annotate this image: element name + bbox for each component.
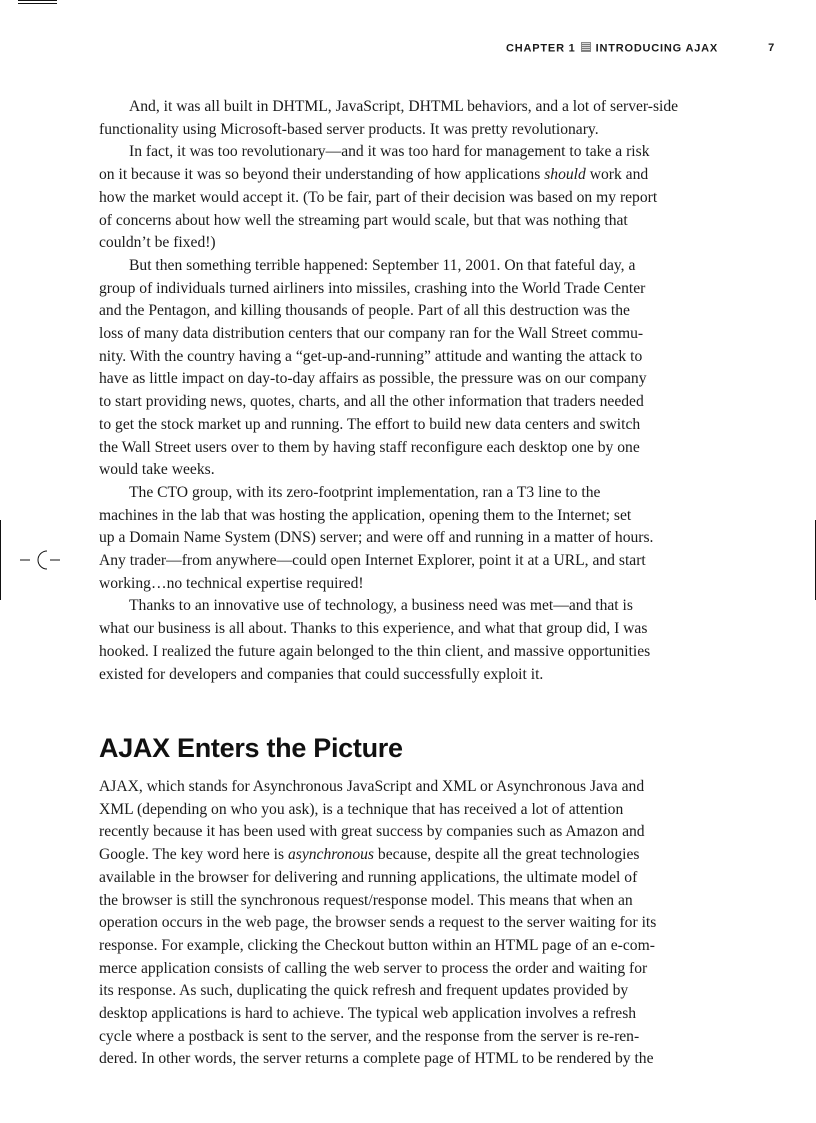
text-line: working…no technical expertise required! xyxy=(99,574,364,592)
text-line: have as little impact on day-to-day affairs as possible, the pressure was on our company xyxy=(99,370,647,388)
section-heading: AJAX Enters the Picture xyxy=(99,733,403,763)
text-line: response. For example, clicking the Checkout button within an HTML page of an e-com- xyxy=(99,936,655,954)
text-line: merce application consists of calling the web server to process the order and waiting for xyxy=(99,959,648,977)
crop-mark-top-left xyxy=(18,0,57,4)
text-line: dered. In other words, the server returns a complete page of HTML to be rendered by the xyxy=(99,1050,654,1068)
text-line: available in the browser for delivering and running applications, the ultimate model of xyxy=(99,868,638,886)
text-line: the browser is still the synchronous request/response model. This means that when an xyxy=(99,891,633,909)
text-line: existed for developers and companies that could successfully exploit it. xyxy=(99,665,544,683)
text-line: to start providing news, quotes, charts, and all the other information that traders needed xyxy=(99,393,644,411)
crop-mark-left xyxy=(0,520,1,600)
body-text-bottom xyxy=(99,776,719,1071)
paragraph xyxy=(99,482,719,596)
text-line: couldn’t be fixed!) xyxy=(99,234,216,252)
text-line: cycle where a postback is sent to the server, and the response from the server is re-ren- xyxy=(99,1027,640,1045)
text-segment: work and xyxy=(585,166,649,184)
emphasis-text: should xyxy=(544,166,586,184)
text-segment: because, despite all the great technologies xyxy=(374,846,640,864)
running-header xyxy=(99,42,775,60)
text-line: the Wall Street users over to them by having staff reconfigure each desktop one by one xyxy=(99,438,640,456)
chapter-title: INTRODUCING AJAX xyxy=(595,42,718,55)
body-text-top xyxy=(99,96,719,686)
text-line: And, it was all built in DHTML, JavaScript, DHTML behaviors, and a lot of server-side xyxy=(129,98,679,115)
text-line: up a Domain Name System (DNS) server; and were off and running in a matter of hours. xyxy=(99,529,654,547)
text-line: operation occurs in the web page, the browser sends a request to the server waiting for its xyxy=(99,914,657,932)
text-line xyxy=(99,846,639,863)
text-line xyxy=(99,166,648,183)
text-line: nity. With the country having a “get-up-and-running” attitude and wanting the attack to xyxy=(99,347,643,365)
text-line: its response. As such, duplicating the quick refresh and frequent updates provided by xyxy=(99,982,629,1000)
text-line: The CTO group, with its zero-footprint implementation, ran a T3 line to the xyxy=(129,483,601,501)
page-number: 7 xyxy=(768,42,775,54)
text-segment: on it because it was so beyond their understanding of how applications xyxy=(99,166,545,184)
emphasis-text: asynchronous xyxy=(287,846,375,864)
text-line: to get the stock market up and running. The effort to build new data centers and switch xyxy=(99,415,641,433)
chapter-number: CHAPTER 1 xyxy=(506,42,576,55)
text-line: loss of many data distribution centers that our company ran for the Wall Street commu- xyxy=(99,325,644,343)
paragraph xyxy=(99,595,719,686)
text-line: how the market would accept it. (To be fair, part of their decision was based on my report xyxy=(99,188,658,206)
text-line: In fact, it was too revolutionary—and it was too hard for management to take a risk xyxy=(129,143,650,161)
paragraph xyxy=(99,255,719,482)
text-line: Thanks to an innovative use of technology, a business need was met—and that is xyxy=(129,597,633,615)
registration-mark-icon xyxy=(20,548,60,576)
text-line: Any trader—from anywhere—could open Internet Explorer, point it at a URL, and start xyxy=(99,552,646,570)
text-line: recently because it has been used with great success by companies such as Amazon and xyxy=(99,823,645,841)
paragraph xyxy=(99,776,719,1071)
text-line: what our business is all about. Thanks to this experience, and what that group did, I was xyxy=(99,620,648,638)
text-line: XML (depending on who you ask), is a technique that has received a lot of attention xyxy=(99,800,624,818)
text-line: machines in the lab that was hosting the application, opening them to the Internet; set xyxy=(99,506,632,524)
chapter-label xyxy=(506,42,718,55)
text-line: and the Pentagon, and killing thousands of people. Part of all this destruction was the xyxy=(99,302,630,320)
text-segment: Google. The key word here is xyxy=(99,846,288,864)
text-line: AJAX, which stands for Asynchronous JavaScript and XML or Asynchronous Java and xyxy=(99,778,645,795)
text-line: functionality using Microsoft-based server products. It was pretty revolutionary. xyxy=(99,120,599,138)
text-line: desktop applications is hard to achieve. The typical web application involves a refresh xyxy=(99,1005,637,1023)
text-line: of concerns about how well the streaming part would scale, but that was nothing that xyxy=(99,211,628,229)
text-line: But then something terrible happened: September 11, 2001. On that fateful day, a xyxy=(129,256,636,274)
paragraph xyxy=(99,141,719,255)
separator-icon xyxy=(581,42,591,52)
paragraph xyxy=(99,96,719,141)
text-line: hooked. I realized the future again belonged to the thin client, and massive opportunities xyxy=(99,642,651,660)
text-line: would take weeks. xyxy=(99,461,215,479)
text-line: group of individuals turned airliners into missiles, crashing into the World Trade Center xyxy=(99,279,646,297)
